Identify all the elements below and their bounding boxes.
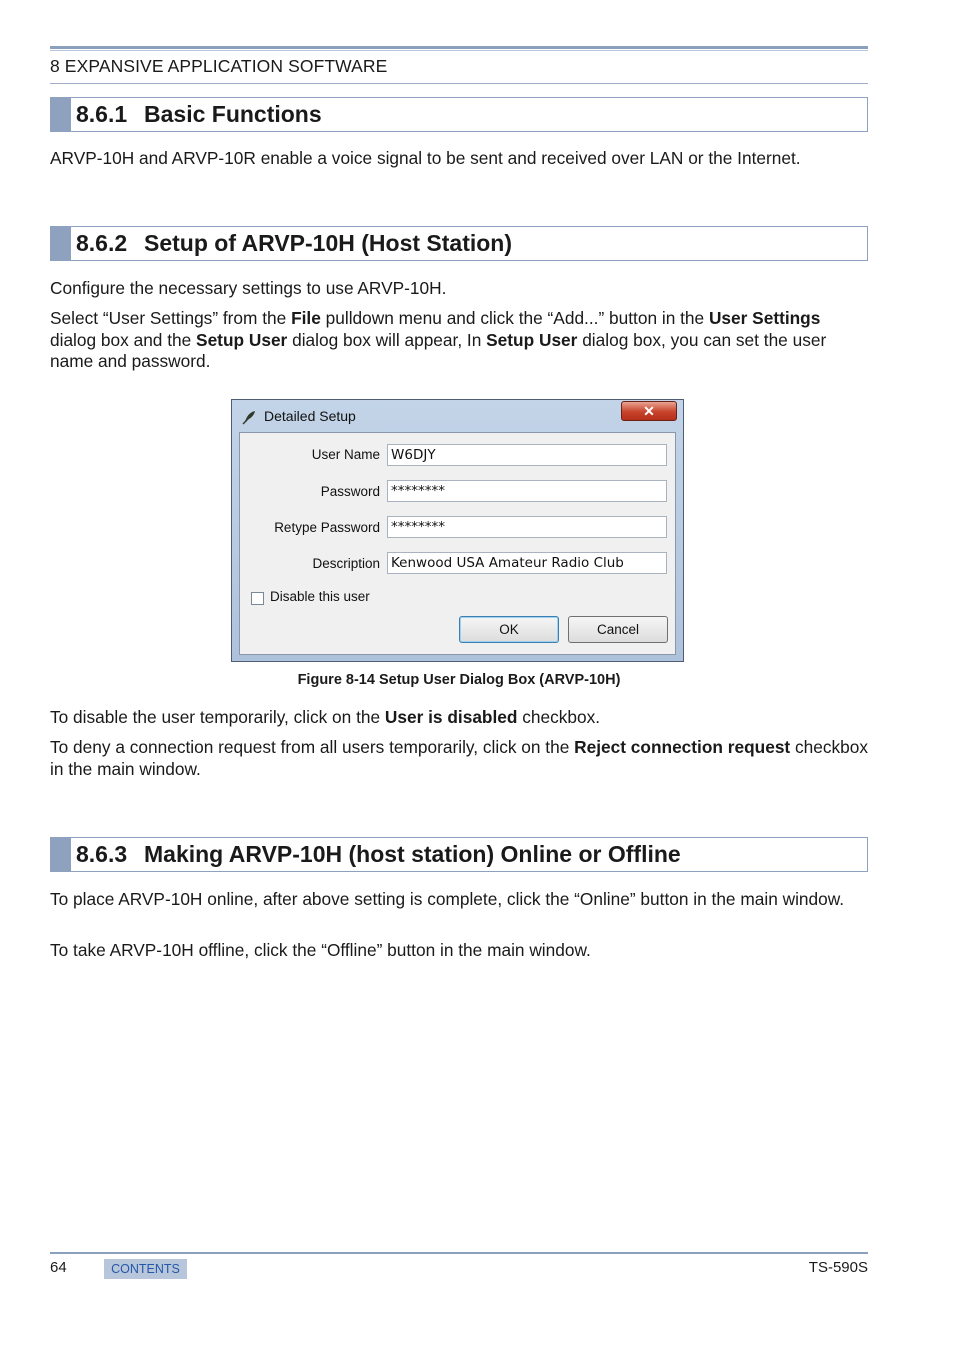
paragraph-select-user-settings: Select “User Settings” from the File pulldown menu and click the “Add...” button in the User Settings dialog box and the Setup User dialog box will appear, In Setup User dialog box, you can set the user name and password.: [50, 308, 827, 371]
header-rule-thin: [50, 50, 868, 51]
cancel-button[interactable]: Cancel: [568, 616, 668, 643]
page-number: 64: [50, 1259, 67, 1276]
password-field[interactable]: ********: [387, 480, 667, 502]
footer-rule: [50, 1252, 868, 1254]
model-name: TS-590S: [808, 1259, 868, 1276]
user-name-label: User Name: [311, 447, 380, 462]
paragraph-offline: To take ARVP-10H offline, click the “Offline” button in the main window.: [50, 940, 591, 960]
section-heading-bar: [51, 98, 71, 131]
section-number: 8.6.1: [76, 101, 128, 127]
paragraph-basic-functions: ARVP-10H and ARVP-10R enable a voice signal to be sent and received over LAN or the Internet.: [50, 148, 801, 168]
section-title: Basic Functions: [144, 101, 322, 127]
contents-link[interactable]: CONTENTS: [104, 1259, 187, 1279]
disable-user-label[interactable]: Disable this user: [270, 589, 370, 604]
pen-icon: [241, 408, 259, 426]
description-field[interactable]: Kenwood USA Amateur Radio Club: [387, 552, 667, 574]
ok-button[interactable]: OK: [459, 616, 559, 643]
dialog-body: [239, 432, 676, 655]
retype-password-label: Retype Password: [274, 520, 380, 535]
password-label: Password: [320, 484, 380, 499]
header-rule: [50, 46, 868, 49]
section-number: 8.6.3: [76, 841, 128, 867]
section-heading-8-6-2: [50, 226, 868, 261]
user-name-field[interactable]: W6DJY: [387, 444, 667, 466]
close-button[interactable]: ✕: [621, 401, 677, 421]
description-label: Description: [312, 556, 380, 571]
disable-user-checkbox[interactable]: [251, 592, 264, 605]
figure-caption: Figure 8-14 Setup User Dialog Box (ARVP-10H): [297, 672, 621, 688]
header-underline: [50, 83, 868, 84]
section-heading-8-6-3: [50, 837, 868, 872]
retype-password-field[interactable]: ********: [387, 516, 667, 538]
paragraph-disable-user: To disable the user temporarily, click on the User is disabled checkbox.: [50, 707, 601, 727]
paragraph-configure: Configure the necessary settings to use ARVP-10H.: [50, 278, 447, 298]
section-heading-8-6-1: [50, 97, 868, 132]
section-title: Making ARVP-10H (host station) Online or Offline: [144, 841, 681, 867]
paragraph-reject-connection: To deny a connection request from all users temporarily, click on the Reject connection request checkbox in the main window.: [50, 737, 869, 779]
running-head: 8 EXPANSIVE APPLICATION SOFTWARE: [50, 56, 388, 76]
paragraph-online: To place ARVP-10H online, after above setting is complete, click the “Online” button in the main window.: [50, 889, 845, 909]
section-heading-bar: [51, 227, 71, 260]
section-heading-bar: [51, 838, 71, 871]
dialog-title: Detailed Setup: [264, 408, 356, 424]
setup-user-dialog: [231, 399, 684, 662]
section-number: 8.6.2: [76, 230, 128, 256]
section-title: Setup of ARVP-10H (Host Station): [144, 230, 513, 256]
